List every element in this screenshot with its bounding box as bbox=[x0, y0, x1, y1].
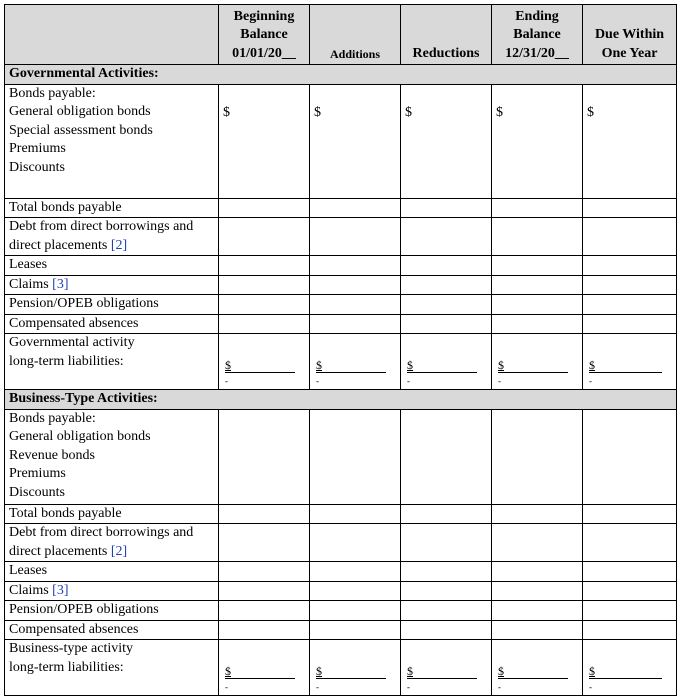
governmental-total_bonds-row bbox=[5, 198, 677, 218]
business-bonds-value-cell bbox=[219, 409, 310, 504]
governmental-debt_lines-value-cell bbox=[583, 218, 677, 256]
business-bonds-value-cell bbox=[310, 409, 401, 504]
dollar-sign: $ bbox=[225, 664, 231, 678]
total_bonds-text: Total bonds payable bbox=[9, 505, 122, 521]
business-debt_lines-value-cell bbox=[310, 524, 401, 562]
governmental-compensated-value-cell bbox=[492, 314, 583, 334]
total-line-text: Business-type activity bbox=[9, 641, 134, 656]
header-beginning-balance: Beginning Balance 01/01/20__ bbox=[219, 5, 310, 65]
header-row bbox=[5, 5, 677, 65]
business-compensated-label bbox=[5, 620, 219, 640]
claims-text: Claims bbox=[9, 582, 53, 598]
header-label-blank bbox=[5, 5, 219, 65]
governmental-pension-row bbox=[5, 295, 677, 315]
governmental-bonds-value-cell bbox=[492, 84, 583, 198]
governmental-leases-label bbox=[5, 256, 219, 276]
dollar-sign: $ bbox=[587, 104, 594, 120]
business-debt_lines-value-cell bbox=[219, 524, 310, 562]
business-total_bonds-value-cell bbox=[310, 504, 401, 524]
governmental-total-value-cell bbox=[401, 334, 492, 390]
total-underline bbox=[407, 358, 477, 373]
total-tick: - bbox=[407, 376, 410, 386]
total_bonds-text: Total bonds payable bbox=[9, 199, 122, 215]
governmental-total_bonds-label bbox=[5, 198, 219, 218]
dollar-sign: $ bbox=[589, 664, 595, 678]
bonds-line: Revenue bonds bbox=[9, 447, 95, 463]
bonds-line: Premiums bbox=[9, 466, 66, 481]
business-pension-value-cell bbox=[583, 601, 677, 621]
total-tick: - bbox=[589, 376, 592, 386]
bonds-line: Discounts bbox=[9, 484, 65, 500]
dollar-sign: $ bbox=[316, 358, 322, 372]
long-term-liabilities-table bbox=[4, 4, 677, 696]
business-claims-value-cell bbox=[492, 581, 583, 601]
total-tick: - bbox=[316, 376, 319, 386]
governmental-compensated-row bbox=[5, 314, 677, 334]
bonds-line: Discounts bbox=[9, 159, 65, 175]
governmental-claims-label bbox=[5, 275, 219, 295]
header-ending-balance: Ending Balance 12/31/20__ bbox=[492, 5, 583, 65]
total-tick: - bbox=[316, 682, 319, 692]
governmental-total-label bbox=[5, 334, 219, 390]
dollar-sign: $ bbox=[498, 664, 504, 678]
governmental-bonds-value-cell bbox=[219, 84, 310, 198]
total-line-text: long-term liabilities: bbox=[9, 353, 124, 369]
business-leases-value-cell bbox=[583, 562, 677, 582]
business-compensated-value-cell bbox=[310, 620, 401, 640]
total-underline bbox=[225, 358, 295, 373]
bonds-line: Bonds payable: bbox=[9, 410, 96, 426]
governmental-bonds-value-cell bbox=[310, 84, 401, 198]
business-compensated-value-cell bbox=[401, 620, 492, 640]
debt_lines-line bbox=[9, 237, 214, 256]
governmental-total-value-cell bbox=[219, 334, 310, 390]
governmental-pension-value-cell bbox=[583, 295, 677, 315]
total-tick: - bbox=[498, 682, 501, 692]
total-underline bbox=[498, 358, 568, 373]
business-total-value-cell bbox=[492, 640, 583, 696]
governmental-bonds-value-cell bbox=[401, 84, 492, 198]
business-bonds-value-cell bbox=[401, 409, 492, 504]
total-tick: - bbox=[589, 682, 592, 692]
dollar-sign: $ bbox=[589, 358, 595, 372]
business-debt_lines-value-cell bbox=[492, 524, 583, 562]
header-due-within-one-year: Due Within One Year bbox=[583, 5, 677, 65]
bonds-line: Bonds payable: bbox=[9, 85, 96, 101]
footnote-ref: [2] bbox=[110, 543, 128, 559]
governmental-claims-value-cell bbox=[492, 275, 583, 295]
debt_lines-text: direct placements bbox=[9, 543, 111, 559]
governmental-compensated-value-cell bbox=[310, 314, 401, 334]
compensated-text: Compensated absences bbox=[9, 621, 139, 637]
governmental-debt_lines-value-cell bbox=[219, 218, 310, 256]
business-total-value-cell bbox=[219, 640, 310, 696]
business-total-row bbox=[5, 640, 677, 696]
governmental-total-value-cell bbox=[492, 334, 583, 390]
business-bonds-row bbox=[5, 409, 677, 504]
business-leases-value-cell bbox=[492, 562, 583, 582]
business-pension-value-cell bbox=[492, 601, 583, 621]
governmental-compensated-value-cell bbox=[219, 314, 310, 334]
debt_lines-line bbox=[9, 543, 214, 562]
business-compensated-value-cell bbox=[492, 620, 583, 640]
governmental-compensated-value-cell bbox=[401, 314, 492, 334]
leases-text: Leases bbox=[9, 563, 48, 578]
governmental-leases-value-cell bbox=[492, 256, 583, 276]
governmental-claims-value-cell bbox=[583, 275, 677, 295]
dollar-sign: $ bbox=[405, 104, 412, 120]
footnote-ref: [3] bbox=[52, 582, 69, 598]
governmental-bonds-row bbox=[5, 84, 677, 198]
governmental-leases-value-cell bbox=[219, 256, 310, 276]
business-section-title: Business-Type Activities: bbox=[5, 390, 677, 410]
business-debt_lines-row bbox=[5, 524, 677, 562]
governmental-pension-label bbox=[5, 295, 219, 315]
business-pension-row bbox=[5, 601, 677, 621]
debt_lines-line: Debt from direct borrowings and bbox=[9, 219, 194, 234]
total-underline bbox=[316, 664, 386, 679]
business-total_bonds-value-cell bbox=[583, 504, 677, 524]
debt_lines-text: direct placements bbox=[9, 237, 111, 253]
business-pension-label bbox=[5, 601, 219, 621]
governmental-total-row bbox=[5, 334, 677, 390]
business-total-value-cell bbox=[401, 640, 492, 696]
total-underline bbox=[225, 664, 295, 679]
governmental-pension-value-cell bbox=[219, 295, 310, 315]
business-leases-value-cell bbox=[219, 562, 310, 582]
business-debt_lines-label bbox=[5, 524, 219, 562]
governmental-compensated-label bbox=[5, 314, 219, 334]
governmental-pension-value-cell bbox=[401, 295, 492, 315]
business-bonds-label bbox=[5, 409, 219, 504]
table-body bbox=[5, 65, 677, 696]
bonds-line: General obligation bonds bbox=[9, 429, 151, 444]
business-leases-value-cell bbox=[310, 562, 401, 582]
business-bonds-value-cell bbox=[492, 409, 583, 504]
total-underline bbox=[316, 358, 386, 373]
total-underline bbox=[407, 664, 477, 679]
business-total_bonds-row bbox=[5, 504, 677, 524]
business-claims-value-cell bbox=[401, 581, 492, 601]
header-additions: Additions bbox=[310, 5, 401, 65]
total-tick: - bbox=[225, 682, 228, 692]
governmental-debt_lines-row bbox=[5, 218, 677, 256]
governmental-claims-value-cell bbox=[310, 275, 401, 295]
business-total_bonds-label bbox=[5, 504, 219, 524]
business-claims-row bbox=[5, 581, 677, 601]
governmental-bonds-label bbox=[5, 84, 219, 198]
business-bonds-value-cell bbox=[583, 409, 677, 504]
total-line-text: Governmental activity bbox=[9, 335, 135, 350]
dollar-sign: $ bbox=[225, 358, 231, 372]
footnote-ref: [2] bbox=[110, 237, 128, 253]
governmental-claims-value-cell bbox=[401, 275, 492, 295]
business-leases-label bbox=[5, 562, 219, 582]
governmental-pension-value-cell bbox=[492, 295, 583, 315]
business-total-value-cell bbox=[583, 640, 677, 696]
governmental-total_bonds-value-cell bbox=[492, 198, 583, 218]
business-debt_lines-value-cell bbox=[401, 524, 492, 562]
dollar-sign: $ bbox=[496, 104, 503, 120]
governmental-claims-value-cell bbox=[219, 275, 310, 295]
header-reductions: Reductions bbox=[401, 5, 492, 65]
total-line-text: long-term liabilities: bbox=[9, 659, 124, 675]
business-leases-value-cell bbox=[401, 562, 492, 582]
governmental-leases-value-cell bbox=[310, 256, 401, 276]
dollar-sign: $ bbox=[498, 358, 504, 372]
governmental-debt_lines-value-cell bbox=[401, 218, 492, 256]
governmental-leases-row bbox=[5, 256, 677, 276]
business-total_bonds-value-cell bbox=[219, 504, 310, 524]
governmental-section-heading bbox=[5, 65, 677, 85]
governmental-bonds-value-cell bbox=[583, 84, 677, 198]
claims-text: Claims bbox=[9, 276, 53, 292]
governmental-leases-value-cell bbox=[401, 256, 492, 276]
business-pension-value-cell bbox=[310, 601, 401, 621]
governmental-pension-value-cell bbox=[310, 295, 401, 315]
business-compensated-value-cell bbox=[219, 620, 310, 640]
governmental-total_bonds-value-cell bbox=[583, 198, 677, 218]
pension-text: Pension/OPEB obligations bbox=[9, 296, 159, 311]
business-compensated-row bbox=[5, 620, 677, 640]
compensated-text: Compensated absences bbox=[9, 315, 139, 331]
governmental-section-title: Governmental Activities: bbox=[5, 65, 677, 85]
governmental-leases-value-cell bbox=[583, 256, 677, 276]
governmental-compensated-value-cell bbox=[583, 314, 677, 334]
business-claims-value-cell bbox=[219, 581, 310, 601]
business-debt_lines-value-cell bbox=[583, 524, 677, 562]
dollar-sign: $ bbox=[223, 104, 230, 120]
business-pension-value-cell bbox=[401, 601, 492, 621]
total-underline bbox=[589, 664, 662, 679]
business-compensated-value-cell bbox=[583, 620, 677, 640]
governmental-debt_lines-label bbox=[5, 218, 219, 256]
governmental-total_bonds-value-cell bbox=[401, 198, 492, 218]
business-leases-row bbox=[5, 562, 677, 582]
dollar-sign: $ bbox=[316, 664, 322, 678]
governmental-total_bonds-value-cell bbox=[310, 198, 401, 218]
business-total_bonds-value-cell bbox=[401, 504, 492, 524]
bonds-line: Premiums bbox=[9, 141, 66, 156]
business-pension-value-cell bbox=[219, 601, 310, 621]
dollar-sign: $ bbox=[314, 104, 321, 120]
governmental-total-value-cell bbox=[310, 334, 401, 390]
total-underline bbox=[498, 664, 568, 679]
business-total-value-cell bbox=[310, 640, 401, 696]
governmental-total-value-cell bbox=[583, 334, 677, 390]
pension-text: Pension/OPEB obligations bbox=[9, 602, 159, 617]
business-total-label bbox=[5, 640, 219, 696]
governmental-total_bonds-value-cell bbox=[219, 198, 310, 218]
governmental-claims-row bbox=[5, 275, 677, 295]
total-tick: - bbox=[498, 376, 501, 386]
bonds-line: General obligation bonds bbox=[9, 104, 151, 119]
debt_lines-line: Debt from direct borrowings and bbox=[9, 525, 194, 540]
governmental-debt_lines-value-cell bbox=[492, 218, 583, 256]
footnote-ref: [3] bbox=[52, 276, 69, 292]
business-claims-value-cell bbox=[310, 581, 401, 601]
business-section-heading bbox=[5, 390, 677, 410]
total-tick: - bbox=[225, 376, 228, 386]
dollar-sign: $ bbox=[407, 664, 413, 678]
business-claims-label bbox=[5, 581, 219, 601]
dollar-sign: $ bbox=[407, 358, 413, 372]
total-tick: - bbox=[407, 682, 410, 692]
business-claims-value-cell bbox=[583, 581, 677, 601]
bonds-line: Special assessment bonds bbox=[9, 122, 153, 138]
total-underline bbox=[589, 358, 662, 373]
leases-text: Leases bbox=[9, 257, 48, 272]
governmental-debt_lines-value-cell bbox=[310, 218, 401, 256]
business-total_bonds-value-cell bbox=[492, 504, 583, 524]
